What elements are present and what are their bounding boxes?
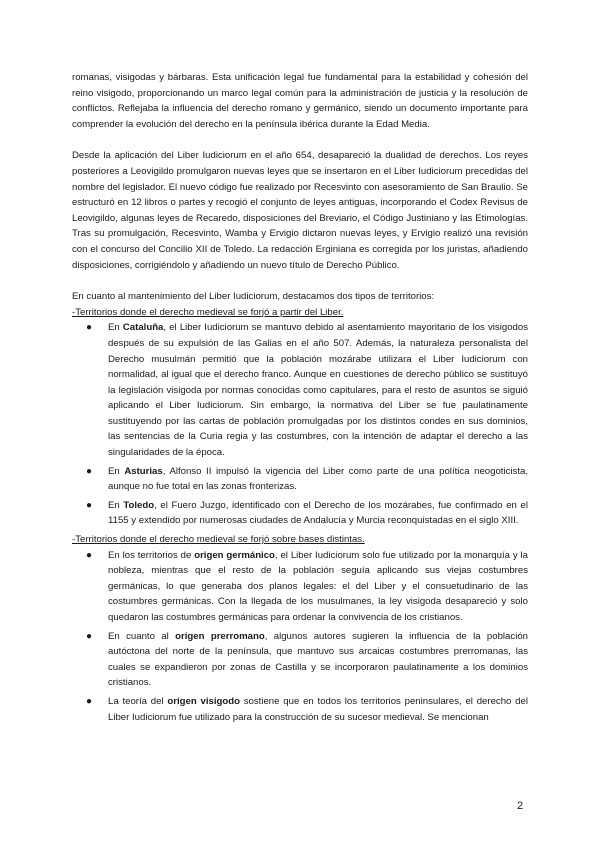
list-item: ● En Cataluña, el Liber Iudiciorum se mantuvo debido al asentamiento mayoritario de los visigodos después de su expulsión de las Galias en el año 507. Además, la naturaleza personalista del Derecho musulmán permitió que la población mozárabe utilizara el Liber Iudiciorum con normalidad, al igual que el derecho franco. Aunque en cuestiones de derecho público se sustituyó la legislación visigoda por normas conocidas como capitulares, para el resto de asuntos se siguió aplicando el Liber Iudiciorum. Sin embargo, la normativa del Liber se fue paulatinamente sustituyendo por las cartas de población promulgadas por los distintos condes en sus dominios, las sentencias de la Curia regia y las costumbres, con la intención de adaptar el derecho a las singularidades de la época. [86, 322, 528, 459]
bold-term: Toledo [123, 499, 155, 511]
bullet-icon: ● [86, 499, 93, 511]
bold-term: Cataluña [122, 322, 164, 334]
list-item: ● La teoría del origen visigodo sostiene que en todos los territorios peninsulares, el derecho del Liber Iudiciorum fue utilizado para la construcción de su sucesor medieval. Se mencionan [86, 695, 528, 723]
section-heading-liber: -Territorios donde el derecho medieval se forjó a partir del Liber. [72, 306, 344, 318]
bullet-icon: ● [86, 695, 93, 707]
paragraph-1: romanas, visigodas y bárbaras. Esta unificación legal fue fundamental para la estabilidad y cohesión del reino visigodo, proporcionando un marco legal común para la administración de justicia y la resolución de conflictos. Reflejaba la influencia del derecho romano y germánico, siendo un documento importante para comprender la evolución del derecho en la península ibérica durante la Edad Media. [72, 72, 528, 130]
bullet-icon: ● [86, 630, 93, 642]
bullet-icon: ● [86, 549, 93, 561]
list-item: ● En los territorios de origen germánico, el Liber Iudiciorum solo fue utilizado por la monarquía y la nobleza, mientras que el resto de la población seguía aplicando sus viejas costumbres germánicas, lo que generaba dos planos legales: el del Liber y el consuetudinario de las costumbres germánicas. Con la llegada de los musulmanes, la ley visigoda desapareció y solo quedaron las costumbres germánicas para ordenar la convivencia de los cristianos. [86, 549, 528, 623]
bullet-list-liber [72, 320, 528, 529]
section-heading-other-bases: -Territorios donde el derecho medieval se forjó sobre bases distintas. [72, 534, 365, 546]
list-item: ● En cuanto al origen prerromano, algunos autores sugieren la influencia de la población autóctona del norte de la península, que mantuvo sus arcaicas costumbres prerromanas, las cuales se expandieron por zonas de Castilla y se incorporaron paulatinamente a los dominios cristianos. [86, 630, 528, 689]
bold-term: Asturias [124, 465, 163, 477]
list-item: ● En Toledo, el Fuero Juzgo, identificado con el Derecho de los mozárabes, fue confirmado en el 1155 y extendido por numerosas ciudades de Andalucía y Murcia reconquistadas en el siglo XIII. [86, 499, 528, 527]
page-number: 2 [517, 800, 524, 812]
paragraph-2: Desde la aplicación del Liber Iudiciorum en el año 654, desapareció la dualidad de derechos. Los reyes posteriores a Leovigildo promulgaron nuevas leyes que se insertaron en el Liber Iudiciorum precedidas del nombre del legislador. El nuevo código fue realizado por Recesvinto con asesoramiento de San Braulio. Se estructuró en 12 libros o partes y recogió el conjunto de leyes antiguas, incorporando el Codex Revisus de Leovigildo, algunas leyes de Recaredo, disposiciones del Breviario, el Código Justiniano y las Etimologías. Tras su promulgación, Recesvinto, Wamba y Ervigio dictaron nuevas leyes, y Ervigio realizó una revisión con el concurso del Concilio XII de Toledo. La redacción Erginiana es corregida por los juristas, añadiendo disposiciones, corrigiéndolo y añadiendo un nuevo título de Derecho Público. [72, 150, 528, 271]
bullet-list-other-bases [72, 548, 528, 726]
bold-term: origen visigodo [167, 695, 240, 707]
document-page [72, 70, 528, 728]
territories-intro: En cuanto al mantenimiento del Liber Iudiciorum, destacamos dos tipos de territorios: [72, 291, 435, 303]
bold-term: origen prerromano [175, 630, 265, 642]
list-item: ● En Asturias, Alfonso II impulsó la vigencia del Liber como parte de una política neogoticista, aunque no fue total en las zonas fronterizas. [86, 465, 528, 493]
bullet-icon: ● [86, 322, 93, 334]
bold-term: origen germánico [194, 549, 275, 561]
bullet-icon: ● [86, 465, 93, 477]
